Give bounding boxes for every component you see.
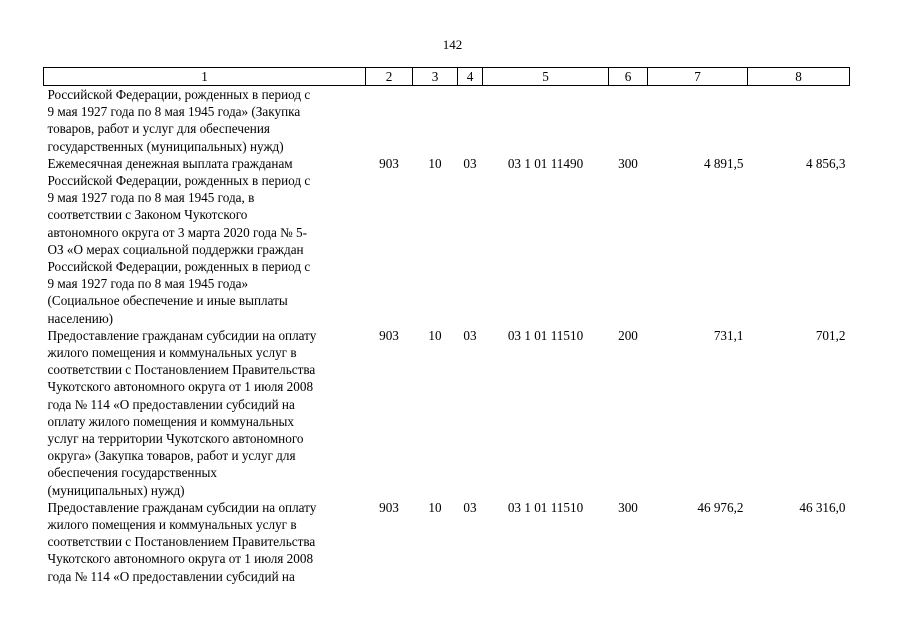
header-cell-8: 8 <box>748 68 850 86</box>
description-line: обеспечения государственных <box>47 465 217 481</box>
table-row <box>44 327 850 499</box>
sum-year2-cell: 4 856,3 <box>805 155 846 171</box>
vr-cell: 300 <box>618 155 638 171</box>
description-line: округа» (Закупка товаров, работ и услуг для <box>47 448 296 464</box>
budget-table <box>43 67 850 585</box>
rz-cell: 10 <box>428 499 442 515</box>
vr-cell: 300 <box>618 499 638 515</box>
sum-year1-cell: 731,1 <box>713 327 744 343</box>
table-row <box>44 499 850 585</box>
description-line: жилого помещения и коммунальных услуг в <box>47 517 297 533</box>
description-line: соответствии с Постановлением Правительства <box>47 534 316 550</box>
grbs-cell: 903 <box>379 327 399 343</box>
description-line: (Социальное обеспечение и иные выплаты <box>47 293 288 309</box>
sum-year2-cell <box>748 86 850 155</box>
grbs-cell: 903 <box>379 499 399 515</box>
rz-cell: 10 <box>428 327 442 343</box>
description-line: государственных (муниципальных) нужд) <box>47 138 284 154</box>
row-description <box>44 155 366 327</box>
row-description <box>44 327 366 499</box>
page-number: 142 <box>442 37 463 52</box>
description-line: 9 мая 1927 года по 8 мая 1945 года, в <box>47 190 255 206</box>
pr-cell: 03 <box>463 499 477 515</box>
table-row <box>44 86 850 155</box>
description-line: Российской Федерации, рожденных в период с <box>47 87 311 102</box>
grbs-cell: 903 <box>379 155 399 171</box>
header-cell-6: 6 <box>609 68 648 86</box>
description-line: Чукотского автономного округа от 1 июля 2008 <box>47 379 314 395</box>
description-line: соответствии с Постановлением Правительства <box>47 362 316 378</box>
description-line: Чукотского автономного округа от 1 июля 2008 <box>47 551 314 567</box>
description-line: Российской Федерации, рожденных в период с <box>47 259 311 275</box>
description-line: ОЗ «О мерах социальной поддержки граждан <box>47 241 304 257</box>
description-line: Предоставление гражданам субсидии на оплату <box>47 499 317 515</box>
description-line: 9 мая 1927 года по 8 мая 1945 года» <box>47 276 249 292</box>
sum-year1-cell: 46 976,2 <box>697 499 744 515</box>
description-line: услуг на территории Чукотского автономного <box>47 431 304 447</box>
description-line: товаров, работ и услуг для обеспечения <box>47 121 270 137</box>
header-cell-4: 4 <box>458 68 483 86</box>
description-line: года № 114 «О предоставлении субсидий на <box>47 396 295 412</box>
description-line: автономного округа от 3 марта 2020 года № 5- <box>47 224 308 240</box>
sum-year1-cell <box>648 86 748 155</box>
description-line: (муниципальных) нужд) <box>47 482 185 498</box>
sum-year1-cell: 4 891,5 <box>703 155 744 171</box>
vr-cell <box>609 86 648 155</box>
row-description <box>44 86 366 155</box>
description-line: оплату жилого помещения и коммунальных <box>47 413 294 429</box>
header-cell-2: 2 <box>366 68 413 86</box>
vr-cell: 200 <box>618 327 638 343</box>
description-line: 9 мая 1927 года по 8 мая 1945 года» (Закупка <box>47 104 301 120</box>
csr-cell <box>483 86 609 155</box>
csr-cell: 03 1 01 11510 <box>507 327 584 343</box>
pr-cell <box>458 86 483 155</box>
csr-cell: 03 1 01 11490 <box>507 155 584 171</box>
csr-cell: 03 1 01 11510 <box>507 499 584 515</box>
pr-cell: 03 <box>463 327 477 343</box>
rz-cell <box>413 86 458 155</box>
sum-year2-cell: 46 316,0 <box>799 499 846 515</box>
header-cell-3: 3 <box>413 68 458 86</box>
sum-year2-cell: 701,2 <box>815 327 846 343</box>
rz-cell: 10 <box>428 155 442 171</box>
pr-cell: 03 <box>463 155 477 171</box>
header-cell-5: 5 <box>483 68 609 86</box>
description-line: соответствии с Законом Чукотского <box>47 207 248 223</box>
description-line: Российской Федерации, рожденных в период с <box>47 173 311 189</box>
description-line: Предоставление гражданам субсидии на оплату <box>47 327 317 343</box>
header-cell-1: 1 <box>44 68 366 86</box>
grbs-cell <box>366 86 413 155</box>
header-cell-7: 7 <box>648 68 748 86</box>
description-line: жилого помещения и коммунальных услуг в <box>47 345 297 361</box>
row-description <box>44 499 366 585</box>
description-line: года № 114 «О предоставлении субсидий на <box>47 568 295 584</box>
table-row <box>44 155 850 327</box>
header-row <box>44 68 850 86</box>
description-line: Ежемесячная денежная выплата гражданам <box>47 155 293 171</box>
description-line: населению) <box>47 310 114 326</box>
